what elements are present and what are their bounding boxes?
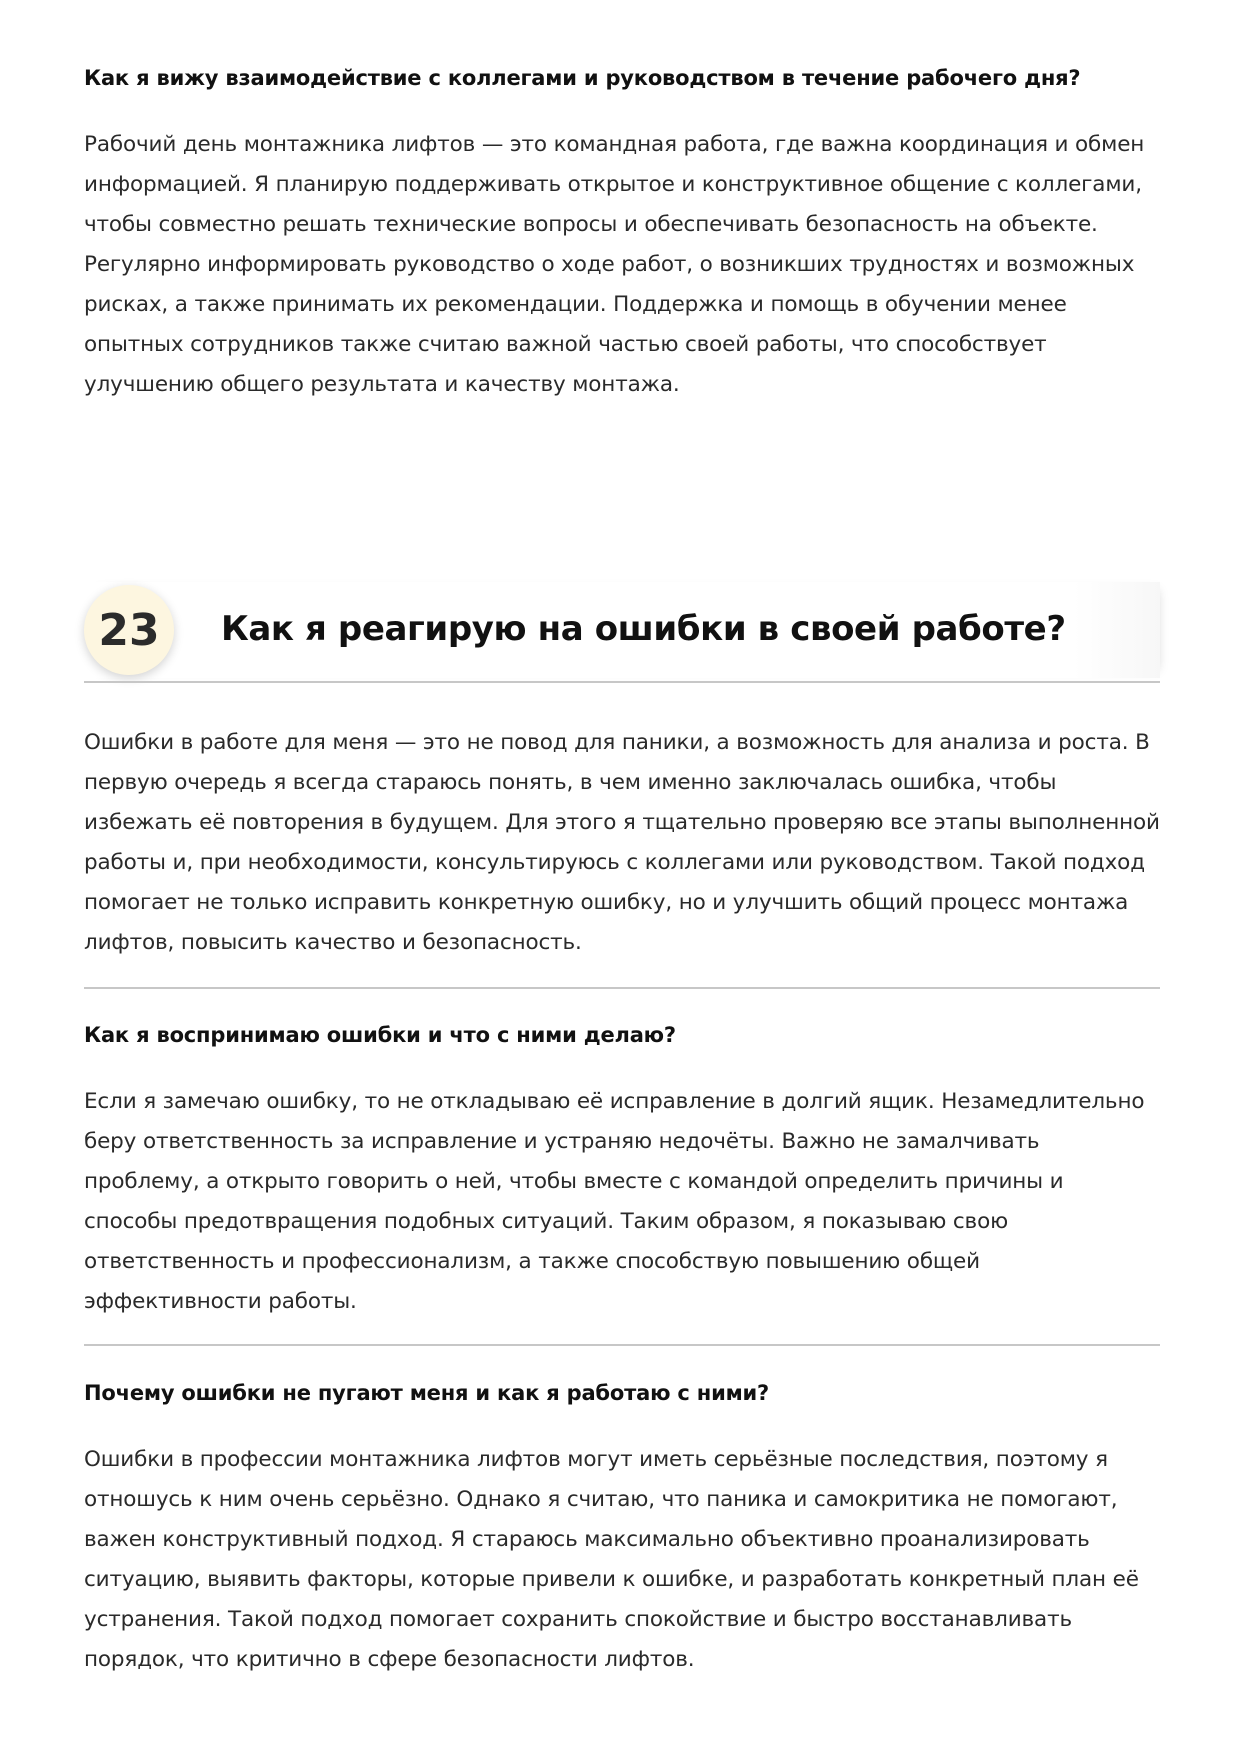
- subsection-paragraph: Ошибки в профессии монтажника лифтов могут иметь серьёзные последствия, поэтому я отношусь к ним очень серьёзно. Однако я считаю, что паника и самокритика не помогают, важен конструктивный подход. Я стараюсь максимально объективно проанализировать ситуацию, выявить факторы, которые привели к ошибке, и разработать конкретный план её устранения. Такой подход помогает сохранить спокойствие и быстро восстанавливать порядок, что критично в сфере безопасности лифтов.: [84, 1447, 1139, 1672]
- intro-heading: Как я вижу взаимодействие с коллегами и руководством в течение рабочего дня?: [84, 66, 1081, 90]
- subsection-heading: Как я воспринимаю ошибки и что с ними делаю?: [84, 1023, 676, 1047]
- subsection-paragraph: Если я замечаю ошибку, то не откладываю её исправление в долгий ящик. Незамедлительно беру ответственность за исправление и устраняю недочёты. Важно не замалчивать проблему, а открыто говорить о ней, чтобы вместе с командой определить причины и способы предотвращения подобных ситуаций. Таким образом, я показываю свою ответственность и профессионализм, а также способствую повышению общей эффективности работы.: [84, 1089, 1145, 1314]
- section-title: Как я реагирую на ошибки в своей работе?: [221, 609, 1066, 649]
- section-divider: [84, 987, 1160, 989]
- section-title-divider: [84, 681, 1160, 683]
- section-divider: [84, 1344, 1160, 1346]
- intro-paragraph: Рабочий день монтажника лифтов — это командная работа, где важна координация и обмен информацией. Я планирую поддерживать открытое и конструктивное общение с коллегами, чтобы совместно решать технические вопросы и обеспечивать безопасность на объекте. Регулярно информировать руководство о ходе работ, о возникших трудностях и возможных рисках, а также принимать их рекомендации. Поддержка и помощь в обучении менее опытных сотрудников также считаю важной частью своей работы, что способствует улучшению общего результата и качеству монтажа.: [84, 132, 1145, 397]
- section-header: [84, 582, 1160, 678]
- section-number-badge: 23: [84, 585, 174, 675]
- section-lead-paragraph: Ошибки в работе для меня — это не повод для паники, а возможность для анализа и роста. В первую очередь я всегда стараюсь понять, в чем именно заключалась ошибка, чтобы избежать её повторения в будущем. Для этого я тщательно проверяю все этапы выполненной работы и, при необходимости, консультируюсь с коллегами или руководством. Такой подход помогает не только исправить конкретную ошибку, но и улучшить общий процесс монтажа лифтов, повысить качество и безопасность.: [84, 730, 1160, 955]
- subsection-heading: Почему ошибки не пугают меня и как я работаю с ними?: [84, 1381, 770, 1405]
